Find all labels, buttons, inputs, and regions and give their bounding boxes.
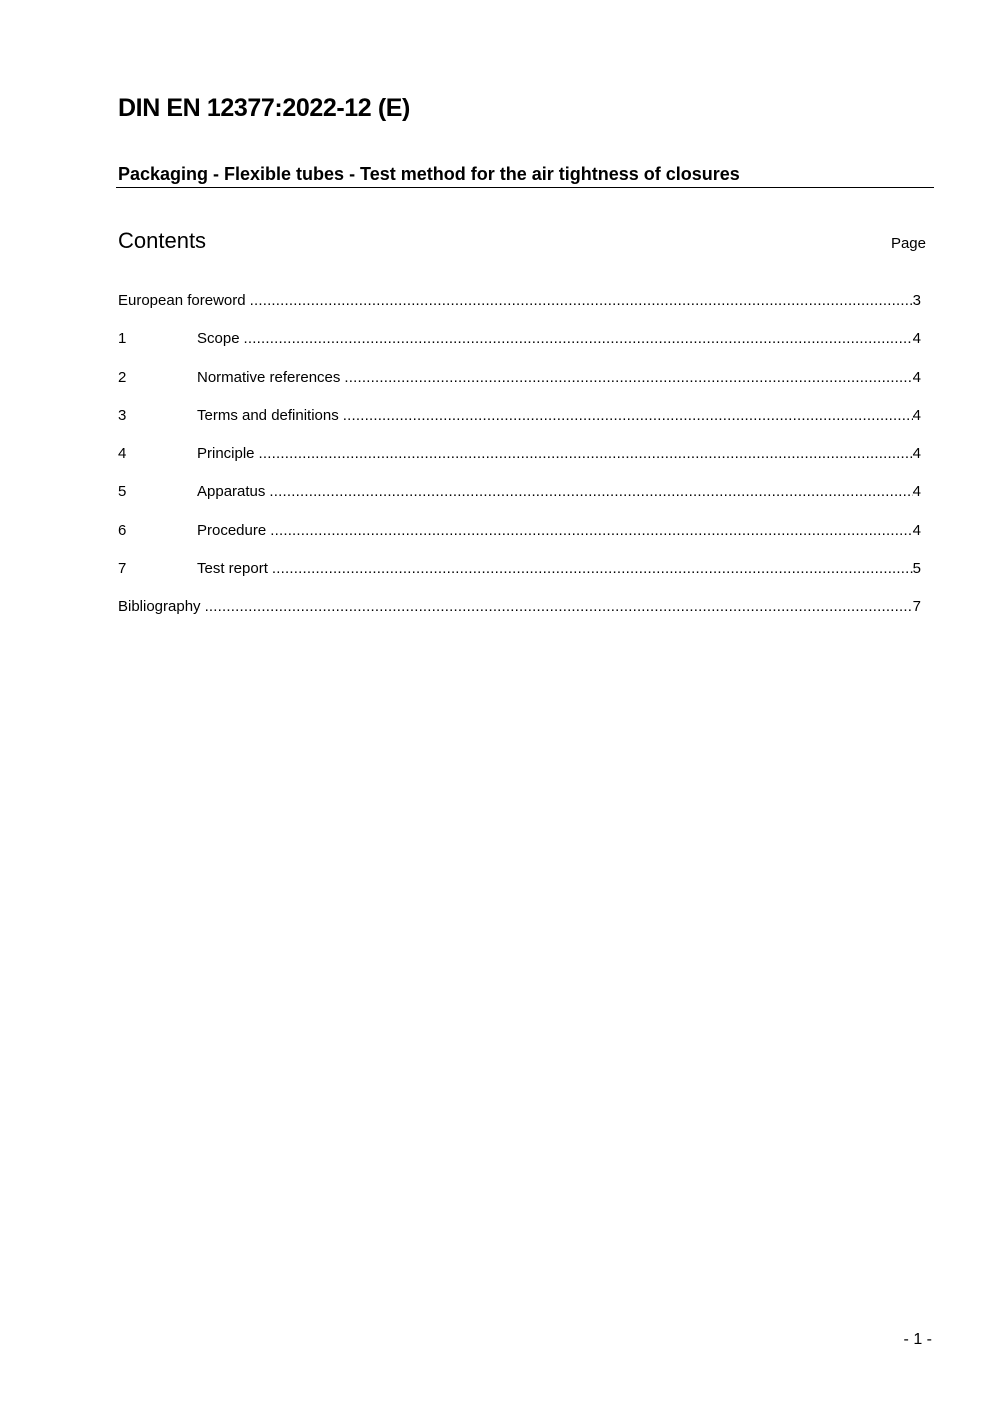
toc-item-page: 4 <box>912 483 921 501</box>
toc-item-label: Apparatus <box>197 483 266 501</box>
toc-leader-dots <box>343 407 913 424</box>
toc-item-bibliography[interactable] <box>118 598 921 636</box>
toc-item-normative-references[interactable] <box>118 369 921 407</box>
toc-leader-dots <box>272 560 913 577</box>
toc-item-label: Terms and definitions <box>197 406 339 424</box>
toc-item-page: 3 <box>912 292 921 309</box>
toc-item-number: 5 <box>118 483 127 501</box>
toc-leader-dots <box>259 445 913 462</box>
toc-leader-dots <box>250 292 913 309</box>
toc-item-scope[interactable] <box>118 330 921 368</box>
toc-item-page: 4 <box>912 330 921 348</box>
contents-heading: Contents <box>118 228 207 253</box>
footer-page-number: - 1 - <box>903 1331 932 1348</box>
toc-item-european-foreword[interactable] <box>118 292 921 330</box>
toc-item-apparatus[interactable] <box>118 483 921 521</box>
toc-leader-dots <box>269 483 912 500</box>
toc-item-number: 7 <box>118 560 127 578</box>
title-divider <box>116 187 934 188</box>
toc-item-label: Scope <box>197 330 240 348</box>
toc-leader-dots <box>205 598 913 615</box>
toc-item-label: European foreword <box>118 292 246 309</box>
toc-item-label: Bibliography <box>118 598 201 616</box>
document-id: DIN EN 12377:2022-12 (E) <box>118 94 410 122</box>
toc-item-test-report[interactable] <box>118 560 921 598</box>
toc-item-number: 3 <box>118 406 127 424</box>
toc-item-principle[interactable] <box>118 445 921 483</box>
toc-item-label: Principle <box>197 445 255 463</box>
toc-item-number: 6 <box>118 521 127 539</box>
toc-item-label: Normative references <box>197 368 341 386</box>
toc-item-number: 4 <box>118 445 127 463</box>
toc-item-number: 2 <box>118 368 127 386</box>
toc-leader-dots <box>270 522 912 539</box>
toc-item-page: 5 <box>912 560 921 578</box>
toc-item-number: 1 <box>118 330 127 348</box>
toc-leader-dots <box>244 330 913 347</box>
toc-item-label: Test report <box>197 560 268 578</box>
toc-item-page: 4 <box>912 521 921 539</box>
toc-leader-dots <box>344 369 912 386</box>
toc-item-label: Procedure <box>197 521 267 539</box>
document-title: Packaging - Flexible tubes - Test method for the air tightness of closures <box>118 164 740 184</box>
table-of-contents <box>118 292 921 637</box>
toc-item-procedure[interactable] <box>118 522 921 560</box>
toc-item-terms-and-definitions[interactable] <box>118 407 921 445</box>
toc-item-page: 7 <box>912 598 921 616</box>
toc-item-page: 4 <box>912 406 921 424</box>
toc-item-page: 4 <box>912 445 921 463</box>
page-column-label: Page <box>890 235 926 252</box>
toc-item-page: 4 <box>912 368 921 386</box>
